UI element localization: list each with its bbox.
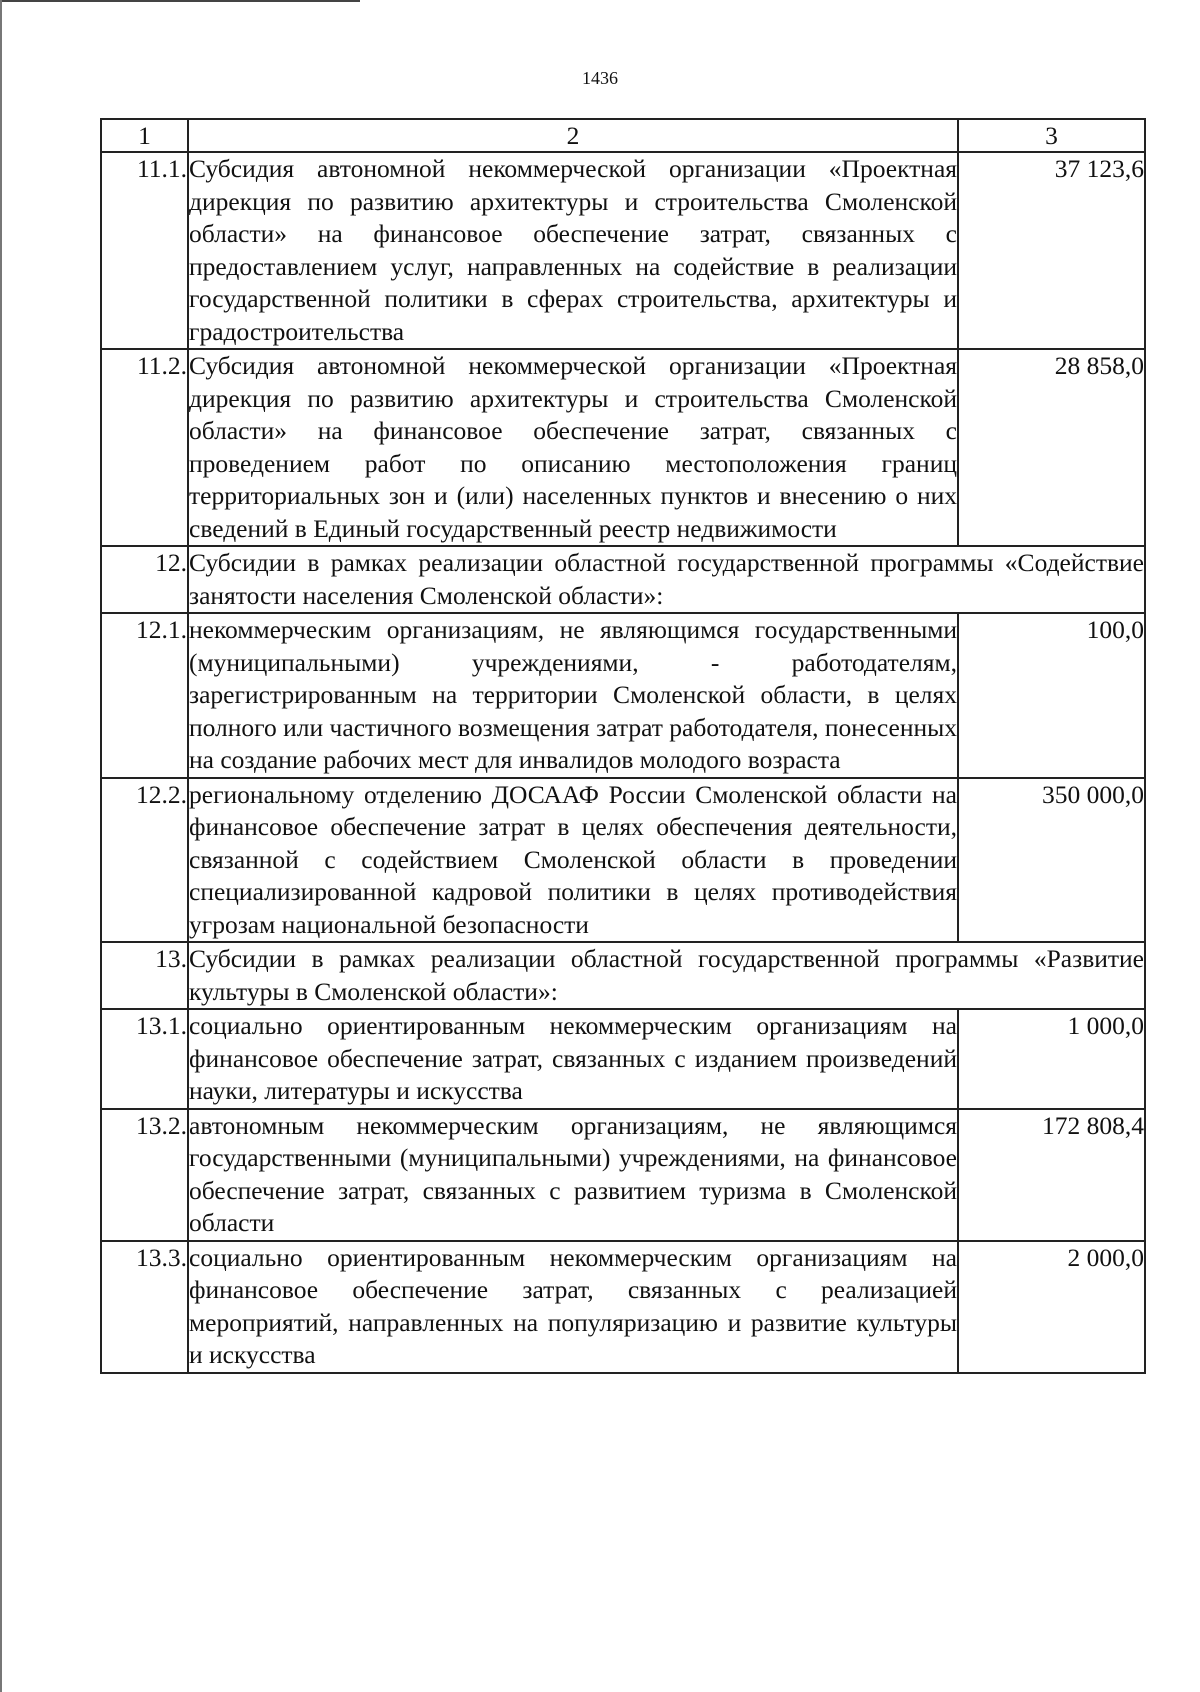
- section-title: Субсидии в рамках реализации областной государственной программы «Содействие занятости населения Смоленской области»:: [188, 546, 1145, 613]
- row-number: 11.2.: [101, 349, 188, 546]
- header-cell-1: 1: [101, 119, 188, 152]
- table-row: [101, 1241, 1145, 1373]
- subsidy-table: [100, 118, 1146, 1374]
- section-number: 13.: [101, 942, 188, 1009]
- page-number: 1436: [582, 68, 618, 88]
- row-number: 11.1.: [101, 152, 188, 349]
- row-description: Субсидия автономной некоммерческой организации «Проектная дирекция по развитию архитектуры и строительства Смоленской области» на финансовое обеспечение затрат, связанных с предоставлением услуг, направленных на содействие в реализации государственной политики в сферах строительства, архитектуры и градостроительства: [188, 152, 958, 349]
- scan-edge-left: [0, 0, 2, 1692]
- table-section-row: [101, 942, 1145, 1009]
- row-amount: 100,0: [958, 613, 1145, 778]
- row-amount: 1 000,0: [958, 1009, 1145, 1109]
- row-description: автономным некоммерческим организациям, не являющимся государственными (муниципальными) учреждениями, на финансовое обеспечение затрат, связанных с развитием туризма в Смоленской области: [188, 1109, 958, 1241]
- row-amount: 2 000,0: [958, 1241, 1145, 1373]
- table-row: [101, 778, 1145, 943]
- header-cell-2: 2: [188, 119, 958, 152]
- row-description: Субсидия автономной некоммерческой организации «Проектная дирекция по развитию архитектуры и строительства Смоленской области» на финансовое обеспечение затрат, связанных с проведением работ по описанию местоположения границ территориальных зон и (или) населенных пунктов и внесению о них сведений в Единый государственный реестр недвижимости: [188, 349, 958, 546]
- row-amount: 350 000,0: [958, 778, 1145, 943]
- header-cell-3: 3: [958, 119, 1145, 152]
- table-row: [101, 349, 1145, 546]
- section-number: 12.: [101, 546, 188, 613]
- row-number: 12.1.: [101, 613, 188, 778]
- row-number: 13.3.: [101, 1241, 188, 1373]
- table-row: [101, 1009, 1145, 1109]
- row-number: 12.2.: [101, 778, 188, 943]
- table-row: [101, 1109, 1145, 1241]
- row-description: региональному отделению ДОСААФ России Смоленской области на финансовое обеспечение затрат в целях обеспечения деятельности, связанной с содействием Смоленской области в проведении специализированной кадровой политики в целях противодействия угрозам национальной безопасности: [188, 778, 958, 943]
- scan-edge-top: [0, 0, 360, 2]
- row-description: некоммерческим организациям, не являющимся государственными (муниципальными) учреждениями, - работодателям, зарегистрированным на территории Смоленской области, в целях полного или частичного возмещения затрат работодателя, понесенных на создание рабочих мест для инвалидов молодого возраста: [188, 613, 958, 778]
- row-number: 13.1.: [101, 1009, 188, 1109]
- row-amount: 28 858,0: [958, 349, 1145, 546]
- row-number: 13.2.: [101, 1109, 188, 1241]
- row-description: социально ориентированным некоммерческим организациям на финансовое обеспечение затрат, связанных с реализацией мероприятий, направленных на популяризацию и развитие культуры и искусства: [188, 1241, 958, 1373]
- table-row: [101, 613, 1145, 778]
- table-section-row: [101, 546, 1145, 613]
- row-description: социально ориентированным некоммерческим организациям на финансовое обеспечение затрат, связанных с изданием произведений науки, литературы и искусства: [188, 1009, 958, 1109]
- row-amount: 37 123,6: [958, 152, 1145, 349]
- table-header-row: [101, 119, 1145, 152]
- section-title: Субсидии в рамках реализации областной государственной программы «Развитие культуры в Смоленской области»:: [188, 942, 1145, 1009]
- table-row: [101, 152, 1145, 349]
- row-amount: 172 808,4: [958, 1109, 1145, 1241]
